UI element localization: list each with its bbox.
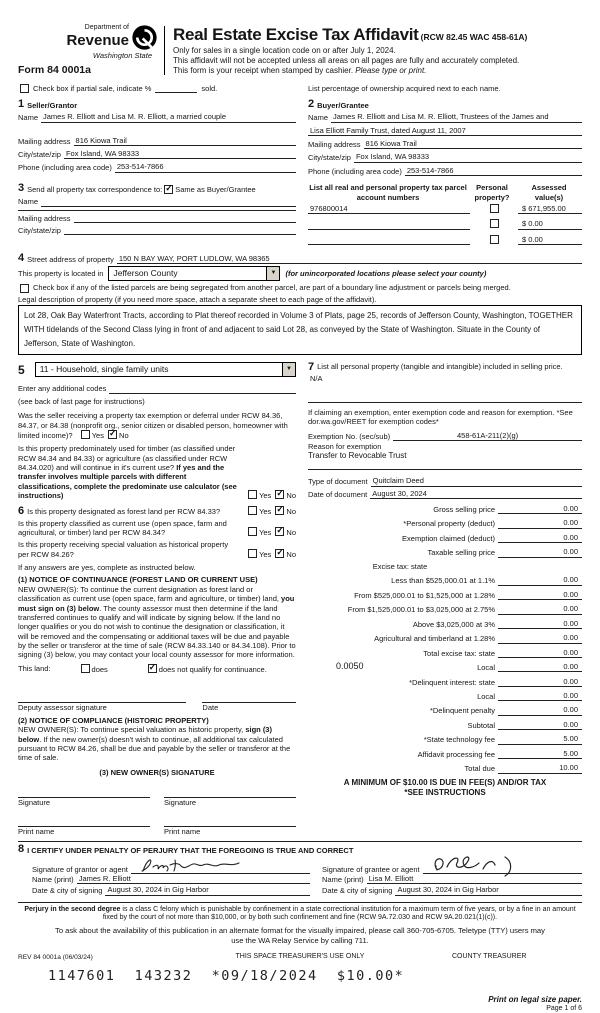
q2-no-checkbox[interactable] xyxy=(275,490,284,499)
q2-yes-checkbox[interactable] xyxy=(248,490,257,499)
grantor-sig-label: Signature of grantor or agent xyxy=(32,864,128,874)
header-note-3: This form is your receipt when stamped by cashier. Please type or print. xyxy=(173,66,427,76)
deputy-signature-label: Deputy assessor signature xyxy=(18,702,107,712)
doc-type-label: Type of document xyxy=(308,477,368,487)
section2-number: 2 xyxy=(308,98,315,111)
buyer-phone-input[interactable]: 253-514-7866 xyxy=(405,166,582,176)
corr-name-input[interactable] xyxy=(41,206,296,207)
this-land-label: This land: xyxy=(18,663,51,673)
buyer-mailing-input[interactable]: 816 Kiowa Trail xyxy=(364,139,582,149)
header-divider xyxy=(164,26,165,75)
grantee-name-input[interactable]: Lisa M. Elliott xyxy=(367,874,582,884)
tax-value-input[interactable]: 0.00 xyxy=(532,518,582,528)
corr-city-label: City/state/zip xyxy=(18,225,61,235)
parcel-row xyxy=(308,235,582,245)
form-number: Form 84 0001a xyxy=(18,63,91,76)
section5-q2: Is this property predominately used for timber (as classified under RCW 84.34 and 84.33) or agriculture (as classified under RCW 84.34.020) and will continue in it's current use? If yes and the transfer involves multiple parcels with different classifications, complete the predominate use calculator (see instructions) Yes ✓ No xyxy=(18,444,296,500)
q5-answer: Yes ✓ No xyxy=(246,549,296,559)
grantor-name-input[interactable]: James R. Elliott xyxy=(77,874,310,884)
section6-q3: Is this property receiving special valuation as historical property per RCW 84.26? Yes ✓ No xyxy=(18,540,296,559)
segregated-note: Check box if any of the listed parcels are being segregated from another parcel, are part of a boundary line adjustment or parcels being merged. xyxy=(33,283,511,292)
section2-title: Buyer/Grantee xyxy=(317,100,369,110)
dept-sub: Washington State xyxy=(92,51,152,61)
q4-answer: Yes ✓ No xyxy=(246,527,296,537)
section7-number: 7 xyxy=(308,361,315,374)
section8-title: I CERTIFY UNDER PENALTY OF PERJURY THAT THE FOREGOING IS TRUE AND CORRECT xyxy=(27,845,354,855)
personal-property-checkbox[interactable] xyxy=(490,204,499,213)
exemption-note: If claiming an exemption, enter exemption code and reason for exemption. *See dor.wa.gov/REET for exemption codes* xyxy=(308,407,573,427)
form-title-ref: (RCW 82.45 WAC 458-61A) xyxy=(420,32,528,42)
does-label: does xyxy=(91,664,108,674)
tax-value-input[interactable]: 5.00 xyxy=(532,749,582,759)
county-dropdown-value: Jefferson County xyxy=(113,268,178,278)
additional-codes-input[interactable] xyxy=(109,393,296,394)
grantee-sig-label: Signature of grantee or agent xyxy=(322,864,420,874)
partial-sale-percent-input[interactable] xyxy=(155,92,197,93)
local-rate-value: 0.0050 xyxy=(336,661,364,672)
alt-format-note: To ask about the availability of this publication in an alternate format for the visually impaired, please call 360-705-6705. Teletype (TTY) users may use the WA Relay Service by calling 711. xyxy=(55,926,545,945)
personal-property-checkbox[interactable] xyxy=(490,235,499,244)
deputy-signature-input[interactable] xyxy=(18,690,186,703)
header-note-2: This affidavit will not be accepted unless all areas on all pages are fully and accurately completed. xyxy=(173,56,520,66)
does-not-checkbox[interactable] xyxy=(148,664,157,673)
land-use-dropdown-arrow-icon[interactable]: ▼ xyxy=(282,363,295,376)
parcel-col-header: List all real and personal property tax parcel account numbers xyxy=(309,183,467,202)
new-owners-signature-title: (3) NEW OWNER(S) SIGNATURE xyxy=(99,767,215,777)
if-any-note: If any answers are yes, complete as instructed below. xyxy=(18,563,196,572)
property-section xyxy=(18,253,582,355)
section7-intro: List all personal property (tangible and intangible) included in selling price. xyxy=(317,362,563,372)
doc-date-label: Date of document xyxy=(308,489,368,499)
buyer-section xyxy=(308,99,582,179)
dor-logo-block xyxy=(18,24,158,77)
section5-q1: Was the seller receiving a property tax exemption or deferral under RCW 84.36, 84.37, or 84.38 (nonprofit org., senior citizen or disabled person, homeowner with limited income)? Yes ✓ No xyxy=(18,411,296,440)
new-owner-print-names xyxy=(18,814,296,836)
personal-property-value[interactable]: N/A xyxy=(310,374,323,384)
treasurer-space-label: THIS SPACE TREASURER'S USE ONLY xyxy=(235,953,365,961)
tax-value-input[interactable]: 0.00 xyxy=(532,619,582,629)
tax-value-input[interactable]: 10.00 xyxy=(532,763,582,773)
grantor-date-label: Date & city of signing xyxy=(32,886,103,896)
land-use-dropdown-value: 11 - Household, single family units xyxy=(39,364,169,375)
located-in-label: This property is located in xyxy=(18,268,104,278)
correspondence-section xyxy=(18,183,296,245)
right-lower-column xyxy=(308,362,582,836)
section7-divider xyxy=(308,402,582,403)
seller-phone-label: Phone (including area code) xyxy=(18,163,112,173)
grantee-signature-image xyxy=(427,854,537,878)
street-address-input[interactable]: 150 N BAY WAY, PORT LUDLOW, WA 98365 xyxy=(117,254,582,264)
notice1-text: NEW OWNER(S): To continue the current designation as forest land or classification as current use (open space, farm and agriculture, or timber) land, you must sign on (3) below. The county assessor must then determine if the land transferred continues to qualify and will indicate by signing below. If the land no longer qualifies or you do not wish to continue the designation or classification, it will be removed and the compensating or additional taxes will be due and payable by the seller or transferor at the time of sale (RCW 84.33.140 or 84.34.108). Prior to signing (3) below, you may contact your local county assessor for more information. xyxy=(18,584,296,660)
new-owner-signatures xyxy=(18,785,296,807)
parcel-row xyxy=(308,219,582,229)
doc-type-input[interactable]: Quitclaim Deed xyxy=(371,476,582,486)
form-header xyxy=(18,24,582,77)
section6-number: 6 xyxy=(18,504,25,517)
signature-label: Signature xyxy=(164,798,197,808)
tax-value-input[interactable]: 0.00 xyxy=(532,504,582,514)
q5-no-checkbox[interactable] xyxy=(275,549,284,558)
corr-name-input-line2[interactable] xyxy=(18,210,296,211)
q2-answer: Yes ✓ No xyxy=(246,490,296,500)
same-as-buyer-label: Same as Buyer/Grantee xyxy=(175,184,256,194)
county-dropdown[interactable] xyxy=(108,266,280,281)
corr-mailing-label: Mailing address xyxy=(18,213,71,223)
dor-logo-icon xyxy=(131,24,158,53)
signature-label: Signature xyxy=(18,798,51,808)
grantee-signature-input[interactable] xyxy=(423,857,582,874)
seller-phone-input[interactable]: 253-514-7866 xyxy=(115,162,296,172)
tax-value-input[interactable]: 0.00 xyxy=(532,604,582,614)
seller-city-label: City/state/zip xyxy=(18,150,61,159)
seller-mailing-input[interactable]: 816 Kiowa Trail xyxy=(74,136,296,146)
buyer-name-input-line2[interactable]: Lisa Elliott Family Trust, dated August 11, 2007 xyxy=(308,126,582,136)
deputy-date-label: Date xyxy=(202,702,219,712)
q4-yes-checkbox[interactable] xyxy=(248,527,257,536)
new-owner-signature-input-2[interactable] xyxy=(164,785,296,798)
assessed-value-input[interactable]: $ 0.00 xyxy=(518,219,582,229)
q3-answer: Yes ✓ No xyxy=(246,506,296,516)
tax-value-input[interactable]: 0.00 xyxy=(532,720,582,730)
correspondence-intro: Send all property tax correspondence to: xyxy=(27,184,163,194)
seller-mailing-label: Mailing address xyxy=(18,136,71,146)
q5-yes-checkbox[interactable] xyxy=(248,549,257,558)
this-land-row xyxy=(18,664,296,674)
segregated-checkbox[interactable] xyxy=(20,284,29,293)
new-owner-print-input-1[interactable] xyxy=(18,814,150,827)
section8-number: 8 xyxy=(18,842,25,855)
seller-name-label: Name xyxy=(18,113,39,123)
grantor-name-label: Name (print) xyxy=(32,874,74,884)
form-title: Real Estate Excise Tax Affidavit xyxy=(173,25,419,44)
seller-section xyxy=(18,99,296,179)
header-note-1: Only for sales in a single location code on or after July 1, 2024. xyxy=(173,46,396,56)
section1-title: Seller/Grantor xyxy=(27,100,78,110)
assessed-value-input[interactable]: $ 0.00 xyxy=(518,235,582,245)
print-name-label: Print name xyxy=(18,826,55,836)
section6-q2: Is this property classified as current use (open space, farm and agricultural, or timber) land per RCW 84.34? Yes ✓ No xyxy=(18,519,296,538)
print-note: Print on legal size paper. xyxy=(488,994,582,1004)
tax-value-input[interactable]: 0.00 xyxy=(532,633,582,643)
dept-name: Revenue xyxy=(66,31,129,49)
new-owner-print-input-2[interactable] xyxy=(164,814,296,827)
minimum-due-note: A MINIMUM OF $10.00 IS DUE IN FEE(S) AND/OR TAX xyxy=(343,777,547,787)
section6-q1: 6 Is this property designated as forest land per RCW 84.33? Yes ✓ No xyxy=(18,506,296,517)
parcel-number-input[interactable]: 976800014 xyxy=(308,204,470,214)
same-as-buyer-checkbox[interactable] xyxy=(164,185,173,194)
assessed-value-col-header: Assessed value(s) xyxy=(531,183,567,202)
new-owner-signature-input-1[interactable] xyxy=(18,785,150,798)
partial-sale-checkbox[interactable] xyxy=(20,84,29,93)
buyer-city-label: City/state/zip xyxy=(308,153,351,163)
q1-yes-checkbox[interactable] xyxy=(81,430,90,439)
partial-sale-row xyxy=(18,84,582,93)
tax-value-input[interactable]: 0.00 xyxy=(532,677,582,687)
print-name-label: Print name xyxy=(164,826,201,836)
does-checkbox[interactable] xyxy=(81,664,90,673)
parcel-number-input[interactable] xyxy=(308,235,470,245)
grantor-signature-input[interactable] xyxy=(131,857,310,874)
personal-property-col-header: Personal property? xyxy=(474,183,510,202)
county-dropdown-arrow-icon[interactable]: ▼ xyxy=(266,267,279,280)
buyer-mailing-label: Mailing address xyxy=(308,140,361,149)
personal-property-checkbox[interactable] xyxy=(490,219,499,228)
corr-mailing-input[interactable] xyxy=(74,222,296,223)
rev-number: REV 84 0001a (06/03/24) xyxy=(18,953,93,961)
notice2-title: (2) NOTICE OF COMPLIANCE (HISTORIC PROPERTY) xyxy=(18,715,209,725)
notice1-title: (1) NOTICE OF CONTINUANCE (FOREST LAND OR CURRENT USE) xyxy=(18,575,258,585)
q1-no-checkbox[interactable] xyxy=(108,430,117,439)
land-use-dropdown[interactable] xyxy=(35,362,296,377)
tax-value-input[interactable]: 0.00 xyxy=(532,705,582,715)
see-back-note: (see back of last page for instructions) xyxy=(18,396,145,406)
parcel-number-input[interactable] xyxy=(308,219,470,229)
tax-value-input[interactable]: 0.00 xyxy=(532,575,582,585)
section7-divider2 xyxy=(308,469,582,470)
parcel-table xyxy=(308,183,582,245)
county-note: (for unincorporated locations please select your county) xyxy=(285,268,487,278)
county-treasurer-label: COUNTY TREASURER xyxy=(452,953,527,961)
left-lower-column xyxy=(18,362,296,836)
seller-name-input[interactable]: James R. Elliott and Lisa M. R. Elliott, a married couple xyxy=(41,112,296,122)
reason-value[interactable]: Transfer to Revocable Trust xyxy=(308,451,407,461)
grantee-date-input[interactable]: August 30, 2024 in Gig Harbor xyxy=(395,885,582,895)
reason-label: Reason for exemption xyxy=(308,441,382,451)
buyer-name-label: Name xyxy=(308,113,329,123)
ownership-note: List percentage of ownership acquired next to each name. xyxy=(308,83,501,93)
partial-sale-label: Check box if partial sale, indicate % xyxy=(33,83,152,93)
tax-value-input[interactable]: 0.00 xyxy=(532,691,582,701)
sold-label: sold. xyxy=(201,83,218,93)
treasurer-stamp: 1147601 143232 *09/18/2024 $10.00* xyxy=(48,967,405,984)
tax-value-input[interactable]: 0.00 xyxy=(532,590,582,600)
section3-number: 3 xyxy=(18,182,25,195)
tax-value-input[interactable]: 5.00 xyxy=(532,734,582,744)
section1-number: 1 xyxy=(18,98,25,111)
q3-yes-checkbox[interactable] xyxy=(248,506,257,515)
treasurer-row xyxy=(18,953,582,962)
legal-description-input[interactable]: Lot 28, Oak Bay Waterfront Tracts, according to Plat thereof recorded in Volume 3 of Plats, page 25, records of Jefferson County, Washington, TOGETHER WITH tidelands of the Second Class lying in front of and adjacent to said Lot 28, as conveyed by the State of Washington. Situate in the County of Jefferson, State of Washington. xyxy=(18,305,582,355)
buyer-name-input[interactable]: James R. Elliott and Lisa M. R. Elliott, Trustees of the James and xyxy=(331,112,582,122)
corr-city-input[interactable] xyxy=(64,234,296,235)
perjury-note: Perjury in the second degree is a class C felony which is punishable by confinement in a state correctional institution for a maximum term of five years, or by a fine in an amount fixed by the court of not more than $10,000, or by both such confinement and fine (RCW 9A.72.030 and RCW 9A.20.021(1)(c)). xyxy=(18,902,582,924)
q3-no-checkbox[interactable] xyxy=(275,506,284,515)
grantee-name-label: Name (print) xyxy=(322,874,364,884)
deputy-date-input[interactable] xyxy=(202,690,296,703)
title-block xyxy=(173,24,582,76)
notice2-text: NEW OWNER(S): To continue special valuation as historic property, sign (3) below. If the new owner(s) doesn't wish to continue, all additional tax calculated pursuant to RCW 84.26, shall be due and payable by the seller or transferor at the time of sale. xyxy=(18,725,291,763)
exemption-no-input[interactable]: 458-61A-211(2)(g) xyxy=(393,431,582,441)
section5-number: 5 xyxy=(18,362,25,377)
page-number: Page 1 of 6 xyxy=(546,1004,582,1012)
exemption-no-label: Exemption No. (sec/sub) xyxy=(308,431,391,441)
dept-line: Department of xyxy=(84,24,129,31)
q4-no-checkbox[interactable] xyxy=(275,527,284,536)
grantor-date-input[interactable]: August 30, 2024 in Gig Harbor xyxy=(105,885,310,895)
certify-section xyxy=(18,841,582,899)
doc-date-input[interactable]: August 30, 2024 xyxy=(370,489,582,499)
section7-intro-row xyxy=(308,362,582,373)
legal-description-label: Legal description of property (if you need more space, attach a separate sheet to each page of the affidavit). xyxy=(18,295,377,304)
section4-number: 4 xyxy=(18,252,25,264)
buyer-phone-label: Phone (including area code) xyxy=(308,166,402,176)
tax-value-input[interactable]: 0.00 xyxy=(532,648,582,658)
tax-value-input[interactable]: 0.00 xyxy=(532,662,582,672)
excise-tax-state-heading: Excise tax: state xyxy=(372,561,428,571)
tax-computation: Gross selling price 0.00 *Personal property (deduct) 0.00 Exemption claimed (deduct) 0.00 Taxable selling price 0.00 Excise tax: state Less than $525,000.01 at 1.1% 0.00 From $525,000.01 to $1,525,000 at 1.28% 0.00 From $1,525,000.01 to $3,025,000 at 2.75% 0.00 Above $3,025,000 at 3% 0.00 Agricultural and timberland at 1.28% 0.00 Total excise tax: state 0.00 0.0050 Local 0.00 *Delinquent interest: state 0.00 Local 0.00 *Delinquent penalty 0.00 Subtotal 0.00 *State technology fee 5.00 Affidavit processing fee 5.00 Total due 10.00 xyxy=(308,504,582,774)
grantee-date-label: Date & city of signing xyxy=(322,886,393,896)
parcel-row xyxy=(308,204,582,214)
assessed-value-input[interactable]: $ 671,955.00 xyxy=(518,204,582,214)
additional-codes-label: Enter any additional codes xyxy=(18,384,107,394)
grantor-signature-image xyxy=(135,856,255,876)
does-not-label: does not qualify for continuance. xyxy=(158,664,267,674)
see-instructions-note: *SEE INSTRUCTIONS xyxy=(404,787,486,797)
buyer-city-input[interactable]: Fox Island, WA 98333 xyxy=(354,152,582,162)
street-address-label: Street address of property xyxy=(27,254,114,264)
seller-city-input[interactable]: Fox Island, WA 98333 xyxy=(64,149,296,159)
tax-value-input[interactable]: 0.00 xyxy=(532,533,582,543)
corr-name-label: Name xyxy=(18,197,39,207)
deputy-signature-row xyxy=(18,690,296,712)
q1-answer: Yes ✓ No xyxy=(79,431,129,440)
tax-value-input[interactable]: 0.00 xyxy=(532,547,582,557)
